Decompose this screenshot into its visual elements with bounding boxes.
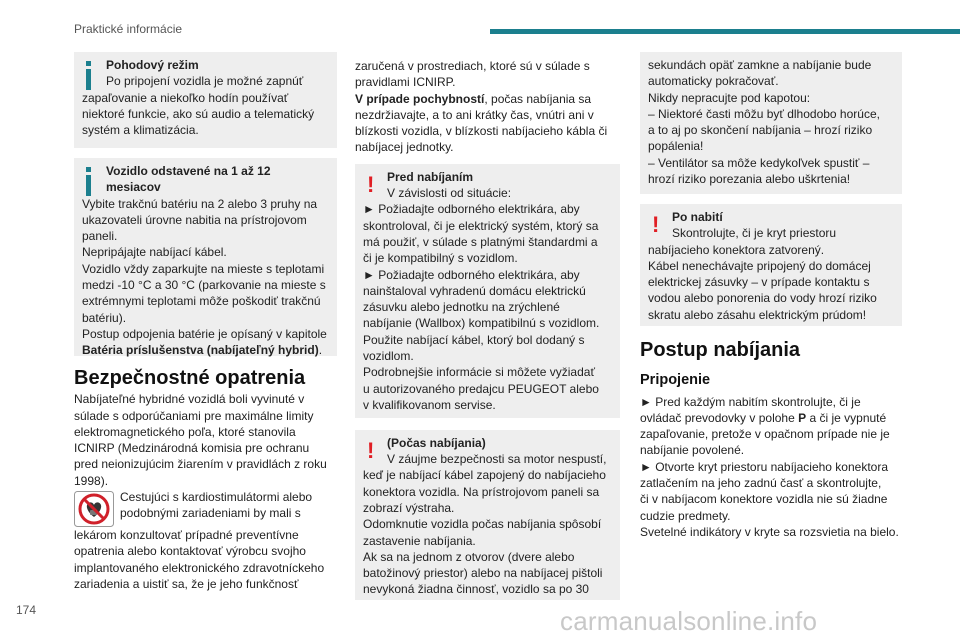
text-line: Vozidlo vždy zaparkujte na mieste s teplotami	[82, 261, 325, 276]
text-line: ► Požiadajte odborného elektrikára, aby	[363, 202, 580, 217]
text-line: batožinový priestor) alebo na nabíjacej pištoli	[363, 566, 603, 581]
info-box-title: mesiacov	[106, 180, 161, 195]
column-2	[355, 58, 620, 600]
text-line: nezdržiavajte, a to ani krátky čas, vnútri ani v	[355, 107, 594, 122]
info-box-parked-vehicle	[74, 158, 337, 356]
text-line: nabíjacieho konektora zatvorený.	[648, 242, 825, 257]
text-line: a to aj po skončení nabíjania – hrozí riziko	[648, 123, 873, 138]
text-line: vodou alebo ponorenia do vody hrozí riziko	[648, 291, 877, 306]
text-line: nainštaloval vyhradenú domácu elektrickú	[363, 283, 586, 298]
text-line: nevykoná žiadna činnosť, vozidlo sa po 30	[363, 582, 589, 597]
info-box-comfort-mode	[74, 52, 337, 148]
text-line: u autorizovaného predajcu PEUGEOT alebo	[363, 381, 599, 396]
text-line: Podrobnejšie informácie si môžete vyžiadať	[363, 365, 595, 380]
text-line: medzi -10 °C a 30 °C (parkovanie na mieste s	[82, 278, 326, 293]
text-line: Nepripájajte nabíjací kábel.	[82, 245, 227, 260]
text-line: elektromagnetického poľa, ktoré stanovila	[74, 424, 296, 439]
text-line: skratu alebo zásahu elektrickým prúdom!	[648, 307, 867, 322]
text-line: V záujme bezpečnosti sa motor nespustí,	[387, 452, 607, 467]
warning-box-after-charging	[640, 204, 902, 326]
column-3	[640, 52, 902, 540]
section-heading: Bezpečnostné opatrenia	[74, 367, 306, 389]
text-fragment: , počas nabíjania sa	[484, 91, 592, 106]
text-line: ICNIRP (Medzinárodná komisia pre ochranu	[74, 441, 310, 456]
text-line: zastavenie nabíjania.	[363, 533, 476, 548]
text-line: zapaľovanie a niekoľko hodín používať	[82, 90, 289, 105]
text-line: automaticky pokračovať.	[648, 74, 779, 89]
text-line: zaručená v prostrediach, ktoré sú v súlade s	[355, 59, 590, 73]
page-number: 174	[16, 603, 37, 617]
text-fragment: .	[318, 343, 323, 358]
text-line: V závislosti od situácie:	[387, 186, 512, 201]
text-fragment: a či je vypnuté	[806, 410, 887, 425]
text-line: vozidlom.	[363, 349, 414, 364]
text-line: Kábel nenechávajte pripojený do domácej	[648, 258, 871, 273]
text-line: či je kompatibilný s vozidlom.	[363, 251, 518, 266]
text-line: zásuvku alebo jednotku na zrýchlené	[363, 300, 560, 315]
text-line: konektora vozidla. Na prístrojovom paneli sa	[363, 484, 600, 499]
warning-box-title: Po nabití	[672, 210, 723, 224]
warning-box-during-charging	[355, 430, 620, 600]
text-line: zapaľovanie, pretože v opačnom prípade nie je	[640, 427, 890, 442]
header-section-title: Praktické informácie	[74, 22, 183, 36]
warning-box-title: (Počas nabíjania)	[387, 435, 486, 450]
text-line: súlade s odporúčaniami pre maximálne limity	[74, 408, 314, 423]
text-line: implantovaného elektronického zdravotníckeho	[74, 560, 325, 575]
warning-box-continued	[640, 52, 902, 194]
text-line: má použiť, v súlade s platnými štandardmi a	[363, 234, 598, 249]
text-line: cudzie predmety.	[640, 508, 731, 523]
text-fragment: ovládač prevodovky v polohe	[640, 410, 799, 425]
text-line: hrozí riziko porezania alebo uškrtenia!	[648, 172, 851, 187]
bold-phrase: V prípade pochybností	[355, 91, 485, 106]
no-pacemaker-icon	[74, 491, 114, 527]
text-line: Nikdy nepracujte pod kapotou:	[648, 90, 811, 105]
text-line: ► Pred každým nabitím skontrolujte, či je	[640, 394, 861, 409]
text-line: Skontrolujte, či je kryt priestoru	[672, 226, 837, 241]
text-line: Po pripojení vozidla je možné zapnúť	[106, 74, 304, 89]
text-line: skontroloval, či je elektrický systém, ktorý sa	[363, 218, 599, 233]
text-line: Nabíjateľné hybridné vozidlá boli vyvinuté v	[74, 392, 305, 407]
text-line: ukazovateli úrovne nabitia na prístrojovom	[82, 212, 307, 227]
text-line: sekundách opäť zamkne a nabíjanie bude	[648, 58, 872, 72]
text-line: Ak sa na jednom z otvorov (dvere alebo	[363, 549, 575, 564]
info-box-title: Pohodový režim	[106, 58, 199, 72]
text-line: pred neionizujúcim žiarením v pravidlách z roku	[74, 457, 327, 472]
text-line: – Ventilátor sa môže kedykoľvek spustiť –	[648, 155, 870, 170]
warning-box-title: Pred nabíjaním	[387, 169, 474, 184]
text-line: Postup odpojenia batérie je opísaný v kapitole	[82, 326, 327, 341]
text-line: Použite nabíjací kábel, ktorý bol dodaný s	[363, 332, 585, 347]
text-line: podobnými zariadeniami by mali s	[120, 506, 301, 521]
text-line: nabíjacej jednotky.	[355, 140, 454, 155]
header-accent-bar	[490, 29, 960, 34]
text-line: zobrazí výstraha.	[363, 500, 455, 515]
text-line: ► Požiadajte odborného elektrikára, aby	[363, 267, 580, 282]
text-line: – Niektoré časti môžu byť dlhodobo horúce,	[648, 106, 880, 121]
text-line: systém a klimatizácia.	[82, 123, 199, 138]
gear-position: P	[798, 410, 807, 425]
text-line: niektoré funkcie, ako sú audio a telematický	[82, 106, 315, 121]
warning-icon: !	[367, 437, 375, 463]
text-line: blízkosti vozidla, v blízkosti nabíjacieho kábla či	[355, 124, 608, 139]
text-line: zariadenia a uistiť sa, že je jeho funkčnosť	[74, 576, 299, 591]
text-line: opatrenia alebo kontaktovať výrobcu svojho	[74, 544, 306, 559]
text-line: zatlačením na jeho zadnú časť a skontrolujte,	[640, 476, 882, 491]
text-line: popálenia!	[648, 139, 704, 154]
info-icon	[86, 167, 91, 196]
text-line: Svetelné indikátory v kryte sa rozsvietia na bielo.	[640, 524, 899, 539]
text-line: paneli.	[82, 229, 118, 244]
info-box-title: Vozidlo odstavené na 1 až 12	[106, 164, 271, 178]
text-line: v kvalifikovanom servise.	[363, 397, 496, 412]
warning-icon: !	[652, 212, 660, 237]
text-line: lekárom konzultovať prípadné preventívne	[74, 528, 299, 543]
text-line: Cestujúci s kardiostimulátormi alebo	[120, 490, 313, 505]
text-line: či v nabíjacom konektore vozidla nie sú žiadne	[640, 492, 888, 507]
section-heading: Postup nabíjania	[640, 339, 801, 361]
text-line: elektrickej zásuvky – v prípade kontaktu s	[648, 275, 870, 290]
text-line: nabíjanie povolené.	[640, 443, 745, 458]
text-line: 1998).	[74, 473, 109, 488]
watermark: carmanualsonline.info	[560, 606, 818, 636]
subsection-heading: Pripojenie	[640, 372, 711, 389]
text-line: extrémnymi teplotami môže poškodiť trakčnú	[82, 294, 321, 309]
chapter-reference: Batéria príslušenstva (nabíjateľný hybrid)	[82, 343, 319, 358]
text-line: keď je nabíjací kábel zapojený do nabíjacieho	[363, 468, 606, 483]
warning-icon: !	[367, 171, 375, 197]
text-line: nabíjanie (Wallbox) kompatibilnú s vozidlom.	[363, 316, 600, 331]
text-line: batériu).	[82, 310, 127, 325]
text-line: ► Otvorte kryt priestoru nabíjacieho konektora	[640, 459, 888, 474]
text-line: pravidlami ICNIRP.	[355, 75, 456, 90]
text-line: Odomknutie vozidla počas nabíjania spôsobí	[363, 517, 602, 532]
text-line: Vybite trakčnú batériu na 2 alebo 3 pruhy na	[82, 196, 318, 211]
column-1	[74, 52, 337, 592]
warning-box-before-charging	[355, 164, 620, 418]
info-icon	[86, 61, 91, 90]
